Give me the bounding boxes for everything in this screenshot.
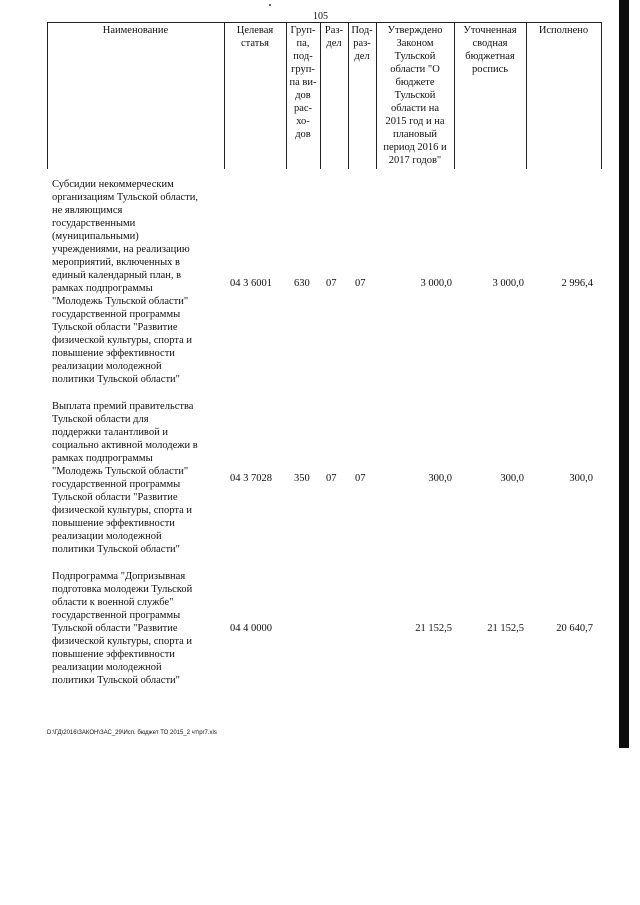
scan-speck — [269, 4, 271, 6]
row-executed: 20 640,7 — [556, 623, 593, 634]
row-target: 04 4 0000 — [230, 623, 272, 634]
row-target: 04 3 7028 — [230, 473, 272, 484]
row-name: Подпрограмма "Допризывная подготовка молодежи Тульской области к военной службе" государственной программы Тульской области "Развитие физической культуры, спорта и повышение эффективности реализации молодежной политики Тульской области" — [52, 571, 193, 686]
row-target: 04 3 6001 — [230, 278, 272, 289]
file-path-footer: D:\ГД\2016\ЗАКОН\ЗАС_29\Исп. бюджет ТО 2015_2 чт\pr7.xls — [47, 730, 217, 736]
header-approved: Утверждено Законом Тульской области "О бюджете Тульской области на 2015 год и на плановый период 2016 и 2017 годов" — [383, 25, 447, 166]
row-name: Выплата премий правительства Тульской области для поддержки талантливой и социально активной молодежи в рамках подпрограммы "Молодежь Тульской области" государственной программы Тульской области "Развитие физической культуры, спорта и повышение эффективности реализации молодежной политики Тульской области" — [52, 401, 198, 555]
scan-edge-bar — [619, 0, 629, 748]
row-refined: 3 000,0 — [492, 278, 524, 289]
row-section: 07 — [326, 278, 337, 289]
row-section: 07 — [326, 473, 337, 484]
header-top-border — [47, 22, 602, 23]
row-approved: 21 152,5 — [415, 623, 452, 634]
row-refined: 300,0 — [500, 473, 524, 484]
row-executed: 2 996,4 — [561, 278, 593, 289]
col-divider — [47, 22, 48, 169]
row-subsection: 07 — [355, 473, 366, 484]
row-group: 350 — [294, 473, 310, 484]
header-executed: Исполнено — [538, 25, 589, 36]
col-divider — [526, 22, 527, 169]
col-divider — [601, 22, 602, 169]
header-refined: Уточненная сводная бюджетная роспись — [463, 25, 517, 75]
row-refined: 21 152,5 — [487, 623, 524, 634]
row-approved: 300,0 — [428, 473, 452, 484]
header-subsection: Под- раз- дел — [351, 25, 373, 62]
header-group: Груп- па, под- груп- па ви- дов рас- хо- дов — [289, 25, 317, 140]
header-target: Целевая статья — [236, 25, 274, 49]
page-number: 105 — [313, 11, 328, 22]
row-executed: 300,0 — [569, 473, 593, 484]
header-section: Раз- дел — [324, 25, 344, 49]
row-name: Субсидии некоммерческим организациям Тульской области, не являющимся государственными (муниципальными) учреждениями, на реализацию мероприятий, включенных в единый календарный план, в рамках подпрограммы "Молодежь Тульской области" государственной программы Тульской области "Развитие физической культуры, спорта и повышение эффективности реализации молодежной политики Тульской области" — [52, 179, 199, 385]
header-name: Наименование — [102, 25, 169, 36]
row-approved: 3 000,0 — [420, 278, 452, 289]
row-group: 630 — [294, 278, 310, 289]
row-subsection: 07 — [355, 278, 366, 289]
